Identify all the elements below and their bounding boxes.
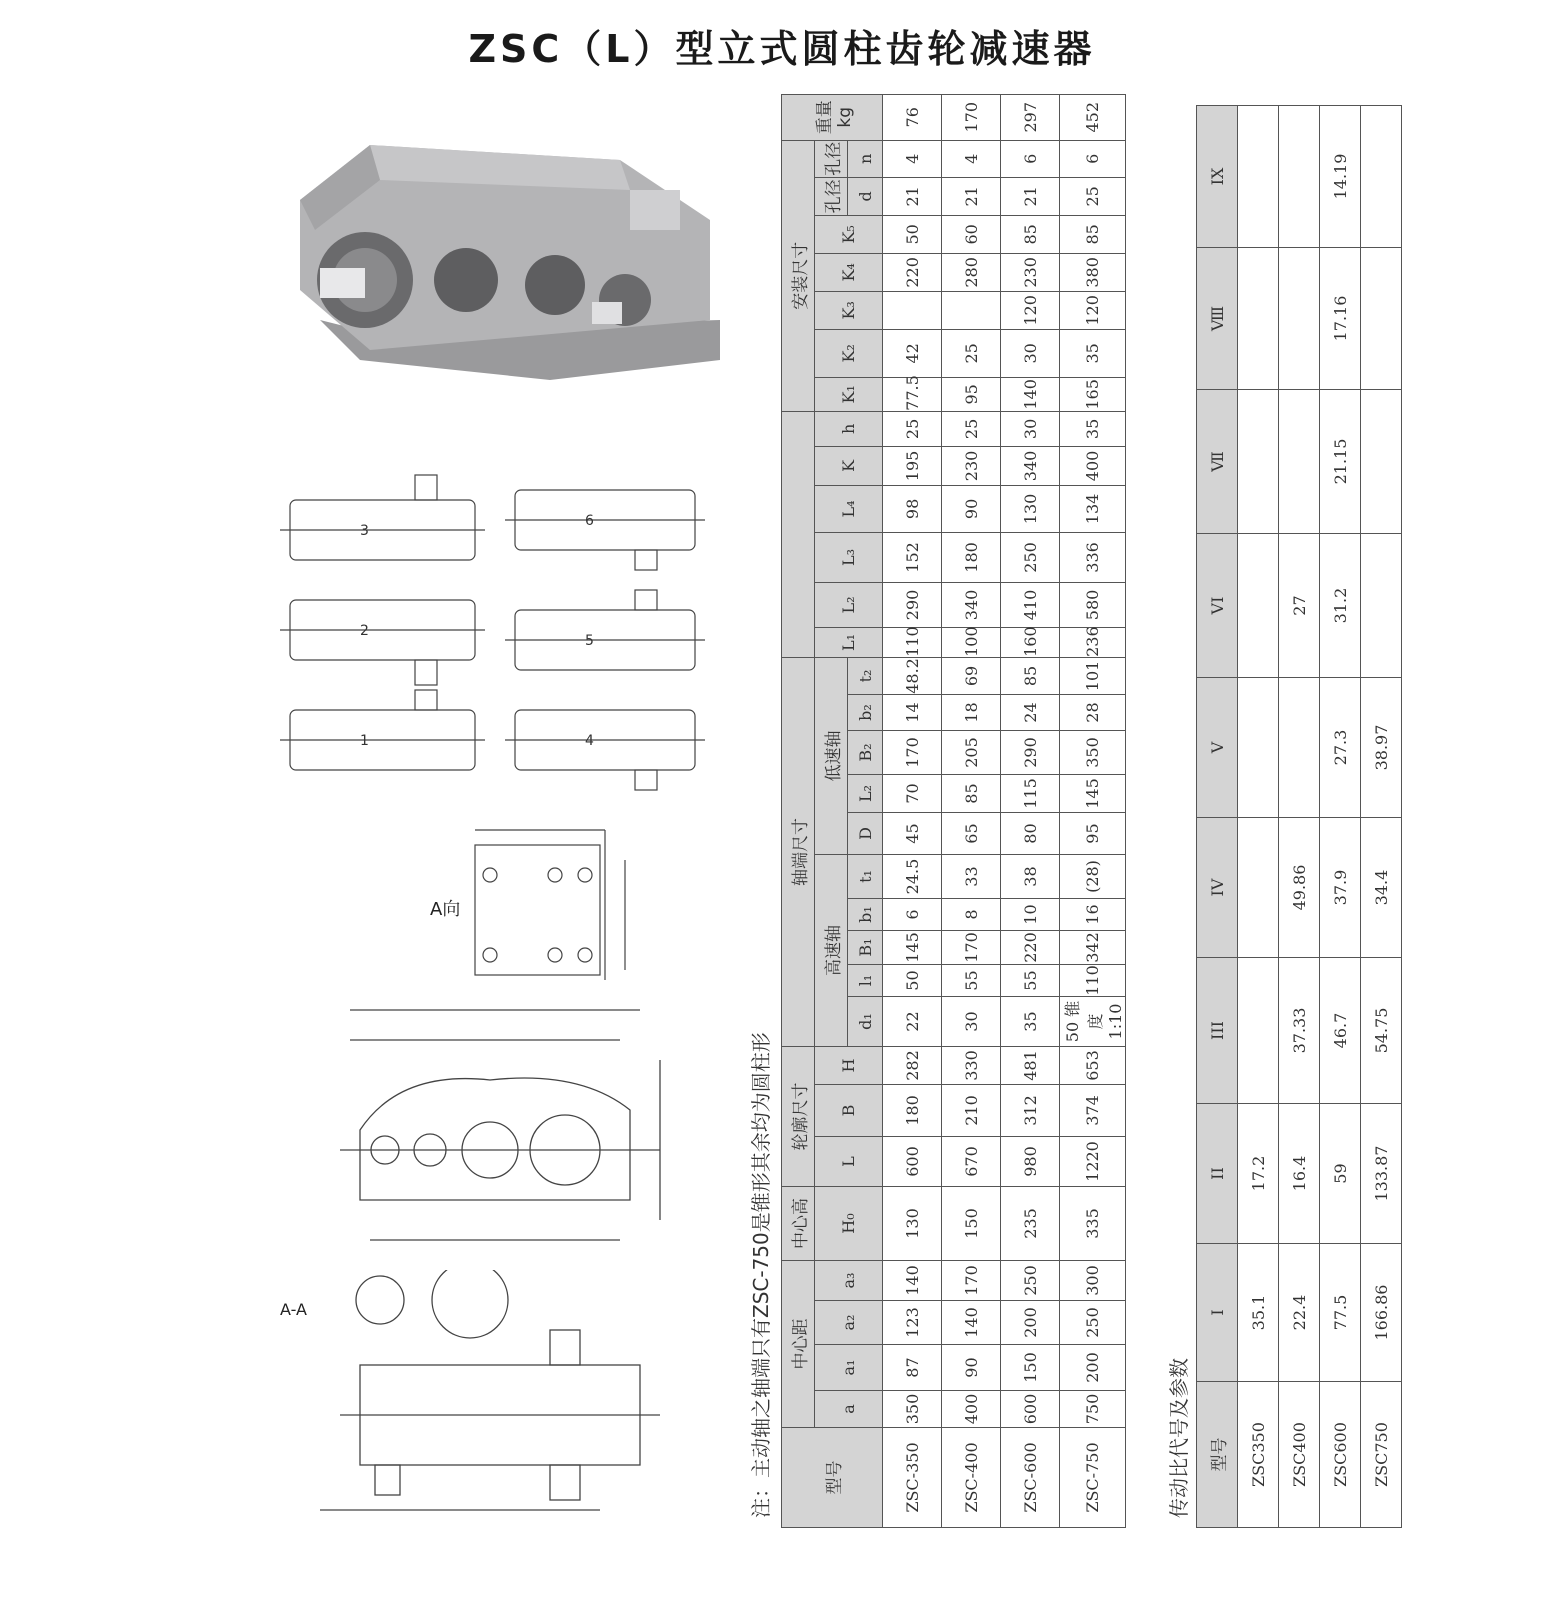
ratio-column-header: Ⅷ xyxy=(1197,248,1238,390)
ratio-table-wrapper xyxy=(1196,105,1402,1528)
column-header: L₁ xyxy=(815,627,883,657)
table-cell: 115 xyxy=(1001,775,1060,813)
table-cell: 4 xyxy=(883,140,942,177)
table-cell: 374 xyxy=(1060,1085,1126,1137)
ratio-row xyxy=(1279,106,1320,1528)
table-cell: 76 xyxy=(883,94,942,140)
arrangement-sketches xyxy=(270,460,720,810)
header-outline: 轮廓尺寸 xyxy=(782,1047,815,1187)
table-cell: 140 xyxy=(942,1301,1001,1345)
ratio-cell xyxy=(1279,390,1320,534)
ratio-cell xyxy=(1238,818,1279,958)
table-cell: 35 xyxy=(1060,411,1126,446)
column-header: B₁ xyxy=(848,931,883,965)
table-cell: 236 xyxy=(1060,627,1126,657)
table-cell: 350 xyxy=(1060,731,1126,775)
table-cell: 170 xyxy=(942,1261,1001,1301)
ratio-column-header: Ⅶ xyxy=(1197,390,1238,534)
ratio-cell: 166.86 xyxy=(1361,1244,1402,1382)
dimensions-table xyxy=(781,94,1126,1528)
ratio-cell: 37.9 xyxy=(1320,818,1361,958)
table-cell: 30 xyxy=(942,997,1001,1047)
ratio-cell: 59 xyxy=(1320,1104,1361,1244)
table-cell: 336 xyxy=(1060,532,1126,582)
table-cell: 350 xyxy=(883,1391,942,1428)
table-cell: 1220 xyxy=(1060,1137,1126,1187)
ratio-cell: 31.2 xyxy=(1320,534,1361,678)
table-cell: 200 xyxy=(1060,1345,1126,1391)
column-header: B xyxy=(815,1085,883,1137)
ratio-column-header: III xyxy=(1197,958,1238,1104)
column-header: L₂ xyxy=(848,775,883,813)
ratio-cell xyxy=(1361,390,1402,534)
table-cell: 452 xyxy=(1060,94,1126,140)
header-low-speed: 低速轴 xyxy=(815,657,848,854)
table-cell: 750 xyxy=(1060,1391,1126,1428)
table-cell: 235 xyxy=(1001,1187,1060,1261)
table-cell: 35 xyxy=(1001,997,1060,1047)
table-cell: 165 xyxy=(1060,377,1126,411)
column-header: L₄ xyxy=(815,485,883,532)
column-header: B₂ xyxy=(848,731,883,775)
table-cell: 120 xyxy=(1001,291,1060,329)
ratio-table xyxy=(1196,105,1402,1528)
table-cell: 33 xyxy=(942,855,1001,899)
header-center-height: 中心高 xyxy=(782,1187,815,1261)
ratio-cell xyxy=(1238,958,1279,1104)
ratio-cell xyxy=(1238,534,1279,678)
table-cell: 77.5 xyxy=(883,377,942,411)
table-cell: 150 xyxy=(942,1187,1001,1261)
table-cell: 100 xyxy=(942,627,1001,657)
ratio-cell xyxy=(1279,248,1320,390)
table-cell: 195 xyxy=(883,446,942,485)
ratio-cell xyxy=(1238,248,1279,390)
table-row xyxy=(942,94,1001,1527)
table-cell: 24.5 xyxy=(883,855,942,899)
column-header: d₁ xyxy=(848,997,883,1047)
header-shaft-end: 轴端尺寸 xyxy=(782,657,815,1046)
shaft-note: 注：主动轴之轴端只有ZSC-750是锥形其余均为圆柱形 xyxy=(749,1032,773,1518)
ratio-cell xyxy=(1238,106,1279,248)
ratio-cell xyxy=(1238,678,1279,818)
table-cell: 250 xyxy=(1060,1301,1126,1345)
ratio-row-model: ZSC750 xyxy=(1361,1382,1402,1528)
table-cell: 250 xyxy=(1001,1261,1060,1301)
table-cell xyxy=(942,291,1001,329)
table-cell: 220 xyxy=(1001,931,1060,965)
table-cell: 42 xyxy=(883,329,942,377)
ratio-cell: 17.16 xyxy=(1320,248,1361,390)
column-header: h xyxy=(815,411,883,446)
table-cell: 312 xyxy=(1001,1085,1060,1137)
column-header: H xyxy=(815,1047,883,1085)
table-cell: 85 xyxy=(1060,215,1126,253)
column-header: K₅ xyxy=(815,215,883,253)
table-cell: 28 xyxy=(1060,695,1126,731)
table-cell: 60 xyxy=(942,215,1001,253)
ratio-cell xyxy=(1361,534,1402,678)
table-cell: 8 xyxy=(942,899,1001,931)
column-header: L xyxy=(815,1137,883,1187)
ratio-cell: 17.2 xyxy=(1238,1104,1279,1244)
ratio-cell xyxy=(1279,678,1320,818)
ratio-column-header: IV xyxy=(1197,818,1238,958)
ratio-cell: 27 xyxy=(1279,534,1320,678)
dimensions-table-wrapper xyxy=(781,94,1126,1528)
table-cell: 48.2 xyxy=(883,657,942,694)
table-cell: 50 锥度 1:10 xyxy=(1060,997,1126,1047)
column-header: b₁ xyxy=(848,899,883,931)
header-model: 型号 xyxy=(782,1428,883,1528)
ratio-cell xyxy=(1238,390,1279,534)
table-cell: 95 xyxy=(942,377,1001,411)
table-cell: 220 xyxy=(883,253,942,291)
row-model: ZSC-600 xyxy=(1001,1428,1060,1528)
ratio-cell: 54.75 xyxy=(1361,958,1402,1104)
table-cell: 35 xyxy=(1060,329,1126,377)
table-cell: 98 xyxy=(883,485,942,532)
table-cell: 180 xyxy=(942,532,1001,582)
table-cell: 150 xyxy=(1001,1345,1060,1391)
table-cell: 69 xyxy=(942,657,1001,694)
table-cell: 400 xyxy=(942,1391,1001,1428)
ratio-header-model: 型号 xyxy=(1197,1382,1238,1528)
column-header: K₄ xyxy=(815,253,883,291)
table-cell: 85 xyxy=(1001,215,1060,253)
header-center-distance: 中心距 xyxy=(782,1261,815,1428)
ratio-cell: 77.5 xyxy=(1320,1244,1361,1382)
table-cell: 290 xyxy=(1001,731,1060,775)
table-cell: 18 xyxy=(942,695,1001,731)
page-title: ZSC（L）型立式圆柱齿轮减速器 xyxy=(468,27,1096,71)
table-cell: 230 xyxy=(942,446,1001,485)
ratio-column-header: II xyxy=(1197,1104,1238,1244)
ratio-column-header: VI xyxy=(1197,534,1238,678)
table-cell: 145 xyxy=(883,931,942,965)
ratio-column-header: V xyxy=(1197,678,1238,818)
column-header: a₃ xyxy=(815,1261,883,1301)
table-cell: 90 xyxy=(942,1345,1001,1391)
header-weight: 重量kg xyxy=(782,94,883,140)
table-cell: 130 xyxy=(883,1187,942,1261)
table-cell: 87 xyxy=(883,1345,942,1391)
column-header: l₁ xyxy=(848,965,883,997)
ratio-cell: 38.97 xyxy=(1361,678,1402,818)
table-cell: 145 xyxy=(1060,775,1126,813)
ratio-cell: 46.7 xyxy=(1320,958,1361,1104)
ratio-cell: 35.1 xyxy=(1238,1244,1279,1382)
arrangement-label-2: 2 xyxy=(360,623,369,639)
table-cell: 70 xyxy=(883,775,942,813)
table-cell: 123 xyxy=(883,1301,942,1345)
ratio-cell xyxy=(1361,248,1402,390)
table-cell: 30 xyxy=(1001,329,1060,377)
ratio-column-header: IX xyxy=(1197,106,1238,248)
table-cell: 250 xyxy=(1001,532,1060,582)
table-row xyxy=(1060,94,1126,1527)
table-cell: 980 xyxy=(1001,1137,1060,1187)
header-install: 安装尺寸 xyxy=(782,140,815,411)
column-header: b₂ xyxy=(848,695,883,731)
table-cell: 65 xyxy=(942,813,1001,855)
plan-view-sketch xyxy=(280,1270,700,1550)
column-header: d xyxy=(848,177,883,215)
column-header: K₂ xyxy=(815,329,883,377)
table-cell: 380 xyxy=(1060,253,1126,291)
table-cell: 25 xyxy=(883,411,942,446)
ratio-row xyxy=(1361,106,1402,1528)
table-cell: 340 xyxy=(942,582,1001,627)
ratio-row-model: ZSC400 xyxy=(1279,1382,1320,1528)
table-cell: 50 xyxy=(883,215,942,253)
header-hole-d: 孔径 xyxy=(815,177,848,215)
table-row xyxy=(1001,94,1060,1527)
table-cell: 140 xyxy=(883,1261,942,1301)
table-cell: 55 xyxy=(942,965,1001,997)
table-cell: 16 xyxy=(1060,899,1126,931)
table-cell: 6 xyxy=(1001,140,1060,177)
table-cell: 340 xyxy=(1001,446,1060,485)
column-header: K xyxy=(815,446,883,485)
table-cell: 170 xyxy=(942,931,1001,965)
column-header: H₀ xyxy=(815,1187,883,1261)
table-cell: 120 xyxy=(1060,291,1126,329)
table-cell: 300 xyxy=(1060,1261,1126,1301)
column-header: t₁ xyxy=(848,855,883,899)
column-header: D xyxy=(848,813,883,855)
table-cell: 130 xyxy=(1001,485,1060,532)
table-cell: 230 xyxy=(1001,253,1060,291)
column-header: a₂ xyxy=(815,1301,883,1345)
table-cell: 38 xyxy=(1001,855,1060,899)
ratio-cell: 21.15 xyxy=(1320,390,1361,534)
table-row xyxy=(883,94,942,1527)
table-cell: 25 xyxy=(942,329,1001,377)
view-a-label: A向 xyxy=(430,899,461,920)
table-cell: 30 xyxy=(1001,411,1060,446)
table-cell: 600 xyxy=(883,1137,942,1187)
table-cell: 410 xyxy=(1001,582,1060,627)
table-cell: 95 xyxy=(1060,813,1126,855)
ratio-cell: 34.4 xyxy=(1361,818,1402,958)
table-cell: 21 xyxy=(1001,177,1060,215)
column-header: n xyxy=(848,140,883,177)
table-cell: 55 xyxy=(1001,965,1060,997)
table-cell: 170 xyxy=(942,94,1001,140)
table-cell: (28) xyxy=(1060,855,1126,899)
column-header: K₃ xyxy=(815,291,883,329)
table-cell: 152 xyxy=(883,532,942,582)
table-cell: 140 xyxy=(1001,377,1060,411)
arrangement-label-3: 3 xyxy=(360,523,369,539)
table-cell: 297 xyxy=(1001,94,1060,140)
view-a-sketch xyxy=(430,820,660,990)
table-cell: 6 xyxy=(883,899,942,931)
arrangement-label-1: 1 xyxy=(360,733,369,749)
table-cell: 85 xyxy=(942,775,1001,813)
table-cell: 335 xyxy=(1060,1187,1126,1261)
row-model: ZSC-350 xyxy=(883,1428,942,1528)
column-header: t₂ xyxy=(848,657,883,694)
table-cell: 24 xyxy=(1001,695,1060,731)
ratio-row xyxy=(1238,106,1279,1528)
table-cell: 282 xyxy=(883,1047,942,1085)
column-header: L₂ xyxy=(815,582,883,627)
ratio-row-model: ZSC600 xyxy=(1320,1382,1361,1528)
table-cell: 85 xyxy=(1001,657,1060,694)
ratio-cell: 14.19 xyxy=(1320,106,1361,248)
ratio-caption: 传动比代号及参数 xyxy=(1167,1358,1191,1518)
table-cell: 400 xyxy=(1060,446,1126,485)
table-cell: 330 xyxy=(942,1047,1001,1085)
table-cell: 342 xyxy=(1060,931,1126,965)
table-cell: 45 xyxy=(883,813,942,855)
header-high-speed: 高速轴 xyxy=(815,855,848,1047)
table-cell xyxy=(883,291,942,329)
ratio-cell: 27.3 xyxy=(1320,678,1361,818)
table-cell: 180 xyxy=(883,1085,942,1137)
column-header: L₃ xyxy=(815,532,883,582)
ratio-cell xyxy=(1279,106,1320,248)
reducer-photo xyxy=(270,120,740,420)
table-cell: 653 xyxy=(1060,1047,1126,1085)
ratio-cell: 133.87 xyxy=(1361,1104,1402,1244)
header-hole-n: 孔径 xyxy=(815,140,848,177)
row-model: ZSC-400 xyxy=(942,1428,1001,1528)
table-cell: 80 xyxy=(1001,813,1060,855)
table-cell: 110 xyxy=(1060,965,1126,997)
table-cell: 670 xyxy=(942,1137,1001,1187)
table-cell: 210 xyxy=(942,1085,1001,1137)
ratio-row-model: ZSC350 xyxy=(1238,1382,1279,1528)
table-cell: 200 xyxy=(1001,1301,1060,1345)
table-cell: 22 xyxy=(883,997,942,1047)
table-cell: 10 xyxy=(1001,899,1060,931)
table-cell: 600 xyxy=(1001,1391,1060,1428)
ratio-row xyxy=(1320,106,1361,1528)
table-cell: 25 xyxy=(942,411,1001,446)
table-cell: 290 xyxy=(883,582,942,627)
table-cell: 25 xyxy=(1060,177,1126,215)
ratio-cell: 16.4 xyxy=(1279,1104,1320,1244)
column-header: K₁ xyxy=(815,377,883,411)
table-cell: 21 xyxy=(942,177,1001,215)
table-cell: 90 xyxy=(942,485,1001,532)
column-header: a₁ xyxy=(815,1345,883,1391)
table-cell: 110 xyxy=(883,627,942,657)
table-cell: 21 xyxy=(883,177,942,215)
table-cell: 580 xyxy=(1060,582,1126,627)
column-header: a xyxy=(815,1391,883,1428)
ratio-cell: 49.86 xyxy=(1279,818,1320,958)
side-elevation-sketch xyxy=(340,1000,700,1260)
table-cell: 6 xyxy=(1060,140,1126,177)
arrangement-label-6: 6 xyxy=(585,513,594,529)
table-cell: 101 xyxy=(1060,657,1126,694)
table-cell: 134 xyxy=(1060,485,1126,532)
table-cell: 280 xyxy=(942,253,1001,291)
section-aa-label: A-A xyxy=(280,1300,307,1319)
ratio-cell: 37.33 xyxy=(1279,958,1320,1104)
row-model: ZSC-750 xyxy=(1060,1428,1126,1528)
arrangement-label-5: 5 xyxy=(585,633,594,649)
ratio-cell xyxy=(1361,106,1402,248)
table-cell: 205 xyxy=(942,731,1001,775)
table-cell: 50 xyxy=(883,965,942,997)
ratio-column-header: I xyxy=(1197,1244,1238,1382)
ratio-cell: 22.4 xyxy=(1279,1244,1320,1382)
table-cell: 170 xyxy=(883,731,942,775)
arrangement-label-4: 4 xyxy=(585,733,594,749)
table-cell: 481 xyxy=(1001,1047,1060,1085)
table-cell: 4 xyxy=(942,140,1001,177)
table-cell: 160 xyxy=(1001,627,1060,657)
table-cell: 14 xyxy=(883,695,942,731)
